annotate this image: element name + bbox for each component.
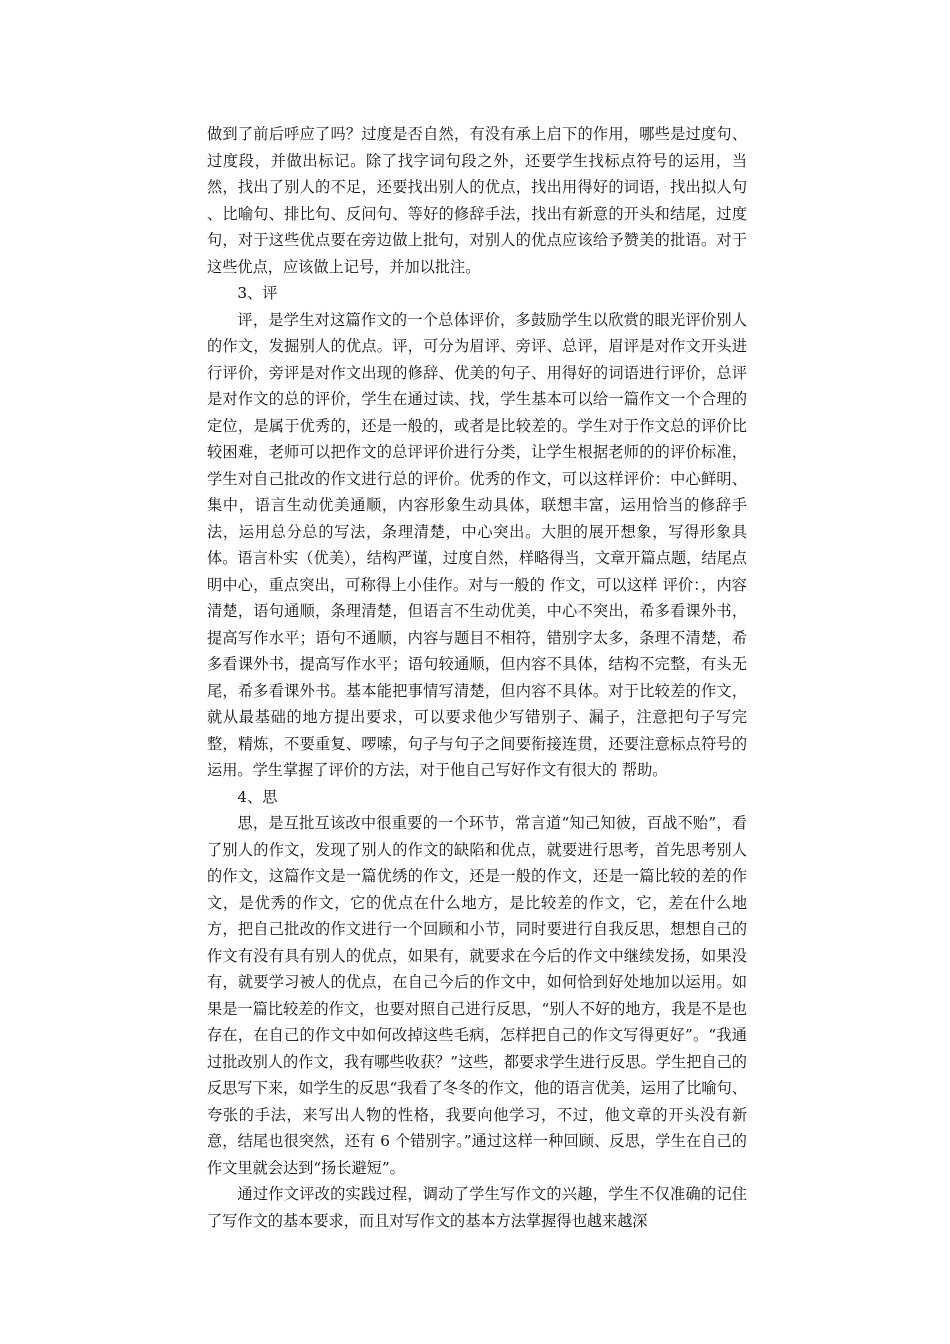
section-heading-reflect: 4、思 — [237, 787, 278, 806]
paragraph-reflect: 思，是互批互该改中很重要的一个环节，常言道“知己知彼，百战不贻”，看了别人的作文，发现了别人的作文的缺陷和优点，就要进行思考，首先思考别人的作文，这篇作文是一篇优绣的作文，还是一般的作文，还是一篇比较的差的作文，是优秀的作文，它的优点在什么地方，是比较差的作文，它，差在什么地方，把自己批改的作文进行一个回顾和小节，同时要进行自我反思，想想自己的作文有没有具有别人的优点，如果有，就要求在今后的作文中继续发扬，如果没有，就要学习被人的优点，在自己今后的作文中，如何恰到好处地加以运用。如果是一篇比较差的作文，也要对照自己进行反思，“别人不好的地方，我是不是也存在，在自己的作文中如何改掉这些毛病，怎样把自己的作文写得更好”。“我通过批改别人的作文，我有哪些收获？”这些，都要求学生进行反思。学生把自己的反思写下来，如学生的反思“我看了冬冬的作文，他的语言优美，运用了比喻句、夸张的手法，来写出人物的性格，我要向他学习，不过，他文章的开头没有新意，结尾也很突然，还有 6 个错别字。”通过这样一种回顾、反思，学生在自己的作文里就会达到“扬长避短”。 — [207, 814, 747, 1177]
paragraph-conclusion: 通过作文评改的实践过程，调动了学生写作文的兴趣，学生不仅准确的记住了写作文的基本要求，而且对写作文的基本方法掌握得也越来越深 — [207, 1185, 747, 1230]
paragraph-continuation: 做到了前后呼应了吗？过度是否自然，有没有承上启下的作用，哪些是过度句、过度段，并做出标记。除了找字词句段之外，还要学生找标点符号的运用，当然，找出了别人的不足，还要找出别人的优点，找出用得好的词语，找出拟人句 、比喻句、排比句、反问句、等好的修辞手法，找出有新意的开头和结尾，过度句，对于这些优点要在旁边做上批句，对别人的优点应该给予赞美的批语。对于这些优点，应该做上记号，并加以批注。 — [207, 125, 747, 276]
paragraph-evaluate: 评，是学生对这篇作文的一个总体评价，多鼓励学生以欣赏的眼光评价别人的作文，发掘别人的优点。评，可分为眉评、旁评、总评，眉评是对作文开头进行评价，旁评是对作文出现的修辞、优美的句子、用得好的词语进行评价，总评是对作文的总的评价，学生在通过读、找，学生基本可以给一篇作文一个合理的定位，是属于优秀的，还是一般的，或者是比较差的。学生对于作文总的评价比较困难，老师可以把作文的总评评价进行分类，让学生根据老师的的评价标准，学生对自己批改的作文进行总的评价。优秀的作文，可以这样评价：中心鲜明、集中，语言生动优美通顺，内容形象生动具体，联想丰富，运用恰当的修辞手法，运用总分总的写法，条理清楚，中心突出。大胆的展开想象，写得形象具体。语言朴实（优美），结构严谨，过度自然，样略得当，文章开篇点题，结尾点明中心，重点突出，可称得上小佳作。对与一般的 作文，可以这样 评价：，内容清楚，语句通顺，条理清楚，但语言不生动优美，中心不突出，希多看课外书，提高写作水平；语句不通顺，内容与题目不相符，错别字太多，条理不清楚，希多看课外书，提高写作水平；语句较通顺，但内容不具体，结构不完整，有头无尾，希多看课外书。基本能把事情写清楚，但内容不具体。对于比较差的作文，就从最基础的地方提出要求，可以要求他少写错别子、漏子，注意把句子写完整，精炼，不要重复、啰嗦，句子与句子之间要衔接连贯，还要注意标点符号的运用。学生掌握了评价的方法，对于他自己写好作文有很大的 帮助。 — [207, 310, 747, 779]
document-body — [207, 121, 747, 1234]
section-heading-evaluate: 3、评 — [237, 284, 278, 302]
